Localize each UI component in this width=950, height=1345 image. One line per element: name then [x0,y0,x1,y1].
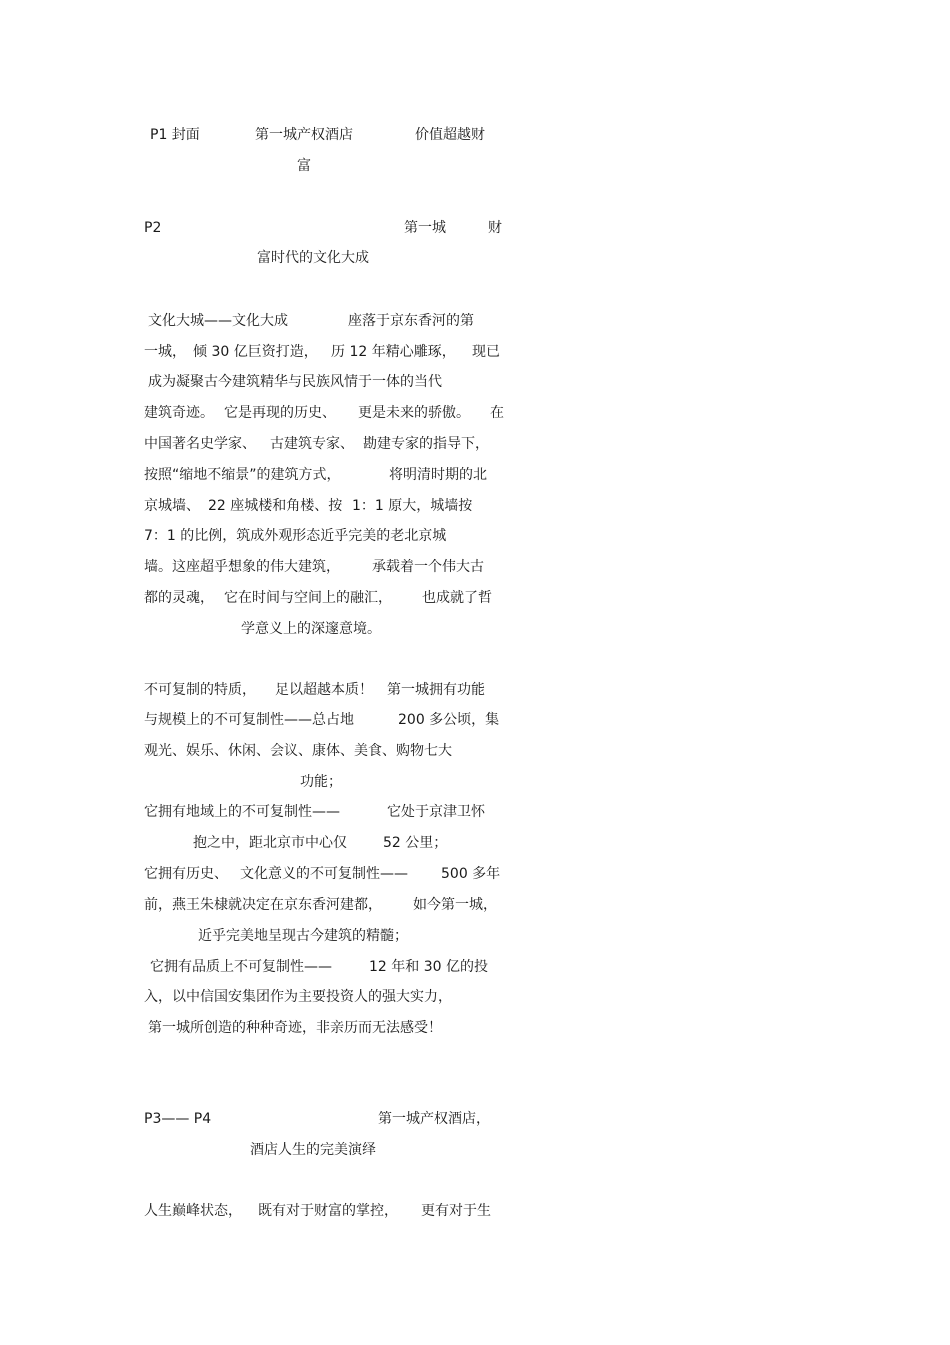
text-segment: 12 年和 30 亿的投 [369,959,488,975]
p2-title-part: 财 [488,220,502,236]
text-segment: 座落于京东香河的第 [348,313,474,329]
text-segment: 墙。这座超乎想象的伟大建筑， [144,559,340,575]
text-segment: 古建筑专家、 [270,436,354,452]
text-segment: 学意义上的深邃意境。 [241,621,381,637]
text-segment: 观光、娱乐、休闲、会议、康体、美食、购物七大 [144,743,452,759]
text-segment: 在 [490,405,504,421]
text-segment: 历 12 年精心雕琢， [331,344,456,360]
text-segment: 按照“缩地不缩景”的建筑方式， [144,467,341,483]
text-segment: 它拥有品质上不可复制性—— [150,959,332,975]
text-segment: 承载着一个伟大古 [372,559,484,575]
text-segment: 入，以中信国安集团作为主要投资人的强大实力， [144,989,452,1005]
text-segment: 文化大城——文化大成 [148,313,288,329]
text-segment: 1：1 原大，城墙按 [352,498,473,514]
text-segment: 与规模上的不可复制性——总占地 [144,712,354,728]
text-segment: 勘建专家的指导下， [363,436,489,452]
text-segment: 也成就了哲 [422,590,492,606]
p2-title: 第一城 [404,220,446,236]
p3-label: P3—— P4 [144,1111,212,1127]
p2-label: P2 [144,220,162,236]
text-segment: 前，燕王朱棣就决定在京东香河建都， [144,897,382,913]
text-segment: 中国著名史学家、 [144,436,256,452]
p1-label: P1 封面 [150,127,200,143]
text-segment: 现已 [472,344,500,360]
text-segment: 它拥有地域上的不可复制性—— [144,804,340,820]
text-segment: 倾 30 亿巨资打造， [193,344,318,360]
text-segment: 文化意义的不可复制性—— [240,866,408,882]
text-segment: 它是再现的历史、 [224,405,336,421]
text-segment: 第一城拥有功能 [387,682,485,698]
text-segment: 成为凝聚古今建筑精华与民族风情于一体的当代 [148,374,442,390]
text-segment: 抱之中，距北京市中心仅 [193,835,347,851]
p1-slogan: 价值超越财 [415,127,485,143]
p2-subtitle: 富时代的文化大成 [257,250,369,266]
text-segment: 7：1 的比例，筑成外观形态近乎完美的老北京城 [144,528,447,544]
p1-slogan-cont: 富 [297,158,311,174]
text-segment: 更是未来的骄傲。 [358,405,470,421]
text-segment: 足以超越本质！ [275,682,373,698]
text-segment: 人生巅峰状态， [144,1203,242,1219]
text-segment: 不可复制的特质， [144,682,256,698]
text-segment: 它处于京津卫怀 [387,804,485,820]
text-segment: 都的灵魂， [144,590,214,606]
text-segment: 既有对于财富的掌控， [258,1203,398,1219]
text-segment: 52 公里； [383,835,448,851]
text-segment: 它拥有历史、 [144,866,228,882]
text-segment: 近乎完美地呈现古今建筑的精髓； [198,928,408,944]
text-segment: 500 多年 [441,866,501,882]
text-segment: 更有对于生 [421,1203,491,1219]
text-segment: 京城墙、 [144,498,200,514]
text-segment: 功能； [300,774,342,790]
text-segment: 建筑奇迹。 [144,405,214,421]
p1-title: 第一城产权酒店 [255,127,353,143]
text-segment: 它在时间与空间上的融汇， [224,590,392,606]
text-segment: 一城， [144,344,186,360]
text-segment: 第一城所创造的种种奇迹，非亲历而无法感受！ [148,1020,442,1036]
text-segment: 22 座城楼和角楼、按 [208,498,343,514]
text-segment: 如今第一城， [413,897,497,913]
p3-subtitle: 酒店人生的完美演绎 [250,1142,376,1158]
p3-title: 第一城产权酒店， [378,1111,490,1127]
text-segment: 将明清时期的北 [389,467,487,483]
text-segment: 200 多公顷，集 [398,712,500,728]
